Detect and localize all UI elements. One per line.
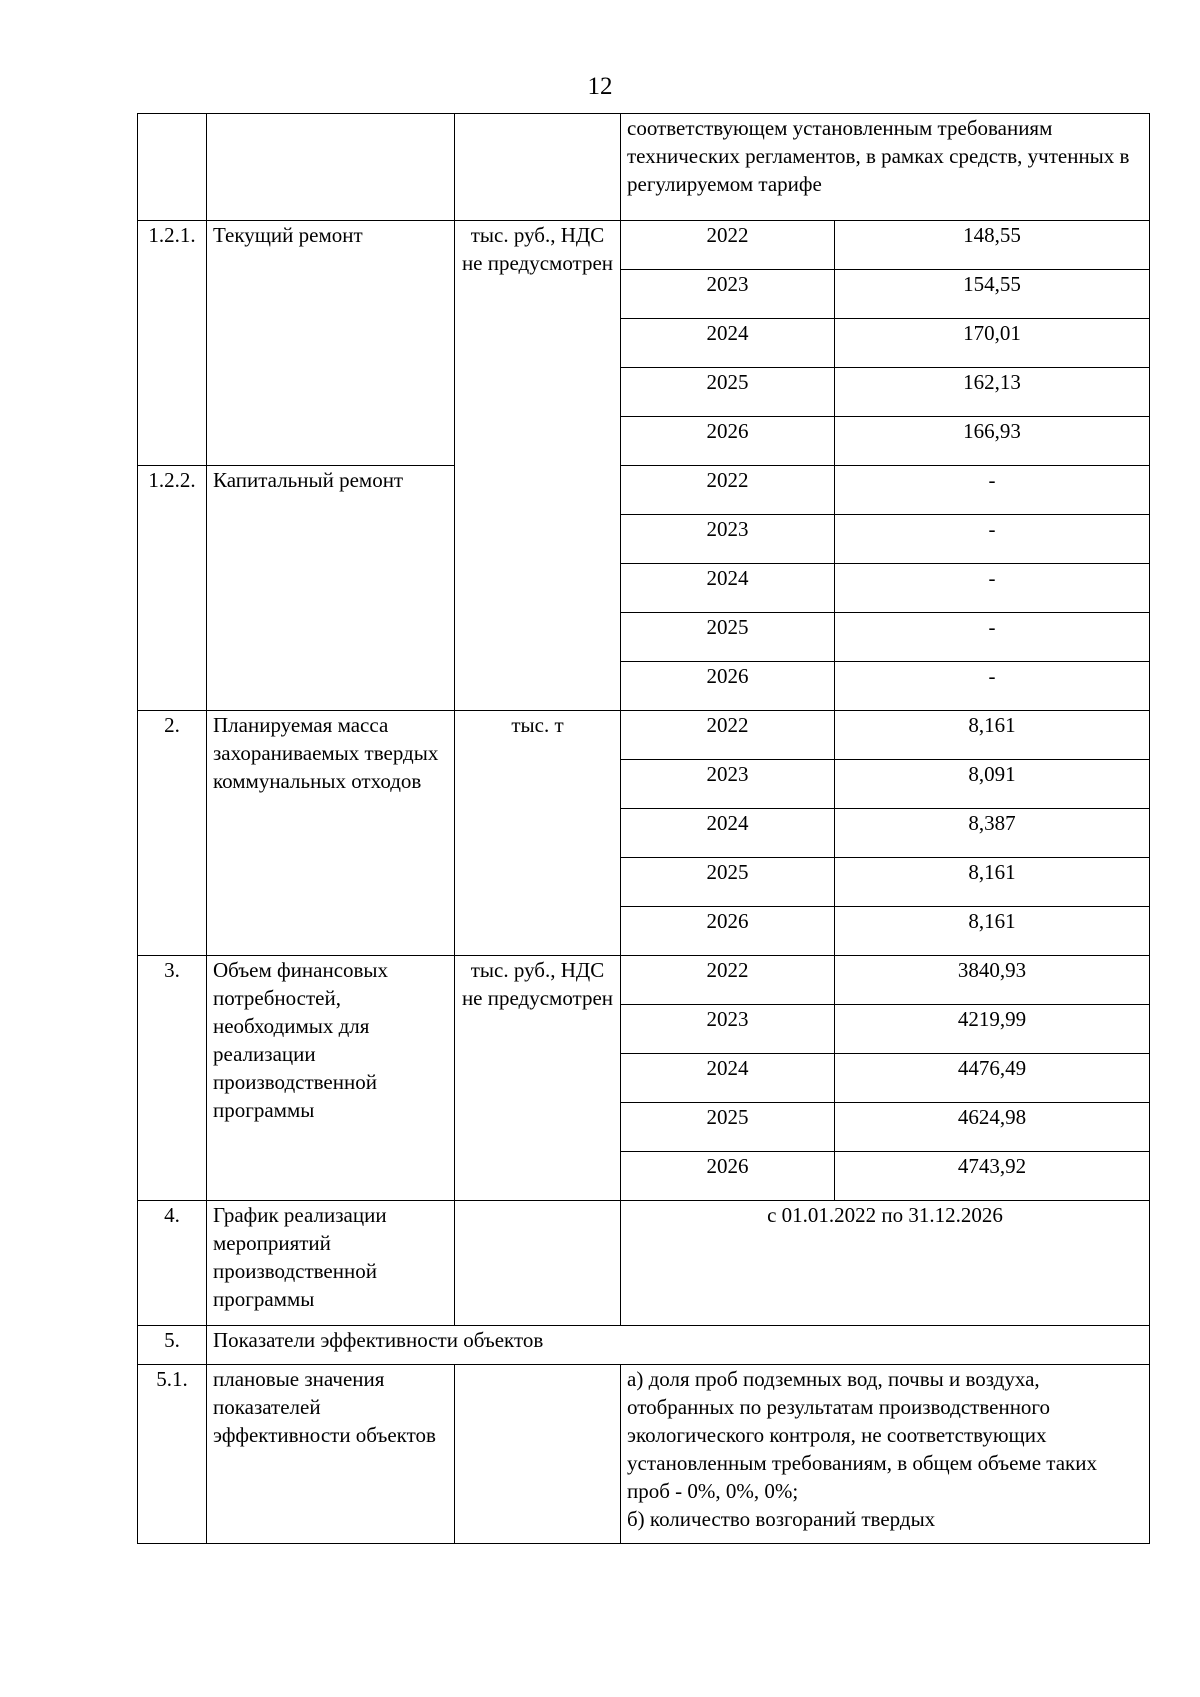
year-cell: 2025 <box>621 613 835 662</box>
value-cell: 3840,93 <box>835 956 1150 1005</box>
value-cell: - <box>835 466 1150 515</box>
value-cell: 4476,49 <box>835 1054 1150 1103</box>
year-cell: 2023 <box>621 270 835 319</box>
value-cell: 8,091 <box>835 760 1150 809</box>
cell-empty <box>455 1365 621 1544</box>
cell-empty <box>207 114 455 221</box>
table-row <box>138 1201 1150 1326</box>
indicator-b: б) количество возгораний твердых <box>627 1507 936 1531</box>
value-cell: 4624,98 <box>835 1103 1150 1152</box>
table-row <box>138 1326 1150 1365</box>
year-cell: 2022 <box>621 711 835 760</box>
row-number: 4. <box>138 1201 207 1326</box>
row-number: 1.2.2. <box>138 466 207 711</box>
value-cell: - <box>835 662 1150 711</box>
year-cell: 2022 <box>621 221 835 270</box>
year-cell: 2024 <box>621 319 835 368</box>
table-row <box>138 466 1150 515</box>
value-cell: 166,93 <box>835 417 1150 466</box>
year-cell: 2026 <box>621 417 835 466</box>
row-unit: тыс. руб., НДС не предусмотрен <box>455 221 621 711</box>
value-cell: 8,387 <box>835 809 1150 858</box>
cell-empty <box>455 114 621 221</box>
page-number: 12 <box>587 73 613 100</box>
value-cell: - <box>835 515 1150 564</box>
year-cell: 2026 <box>621 662 835 711</box>
table-row <box>138 1365 1150 1544</box>
value-cell: - <box>835 613 1150 662</box>
value-cell: 8,161 <box>835 858 1150 907</box>
row-name: Планируемая масса захораниваемых твердых коммунальных отходов <box>207 711 455 956</box>
year-cell: 2025 <box>621 858 835 907</box>
year-cell: 2024 <box>621 1054 835 1103</box>
year-cell: 2026 <box>621 907 835 956</box>
year-cell: 2023 <box>621 1005 835 1054</box>
year-cell: 2022 <box>621 956 835 1005</box>
value-cell: 162,13 <box>835 368 1150 417</box>
year-cell: 2025 <box>621 368 835 417</box>
row-name: Текущий ремонт <box>207 221 455 466</box>
year-cell: 2022 <box>621 466 835 515</box>
indicator-a: а) доля проб подземных вод, почвы и воздуха, отобранных по результатам производственного экологического контроля, не соответствующих установленным требованиям, в общем объеме таких проб - 0%, 0%, 0%; <box>627 1367 1097 1503</box>
cell-empty <box>455 1201 621 1326</box>
row-number: 2. <box>138 711 207 956</box>
row-number: 5. <box>138 1326 207 1365</box>
row-unit: тыс. руб., НДС не предусмотрен <box>455 956 621 1201</box>
value-cell: 8,161 <box>835 907 1150 956</box>
row-number: 1.2.1. <box>138 221 207 466</box>
table-row <box>138 221 1150 270</box>
year-cell: 2026 <box>621 1152 835 1201</box>
row-name: Объем финансовых потребностей, необходимых для реализации производственной программы <box>207 956 455 1201</box>
value-cell: 170,01 <box>835 319 1150 368</box>
year-cell: 2023 <box>621 515 835 564</box>
value-cell: 4219,99 <box>835 1005 1150 1054</box>
production-program-table <box>137 113 1150 1544</box>
value-cell: - <box>835 564 1150 613</box>
schedule-period: с 01.01.2022 по 31.12.2026 <box>621 1201 1150 1326</box>
cell-empty <box>138 114 207 221</box>
value-cell: 154,55 <box>835 270 1150 319</box>
indicators-cell <box>621 1365 1150 1544</box>
section-title: Показатели эффективности объектов <box>207 1326 1150 1365</box>
row-name: плановые значения показателей эффективности объектов <box>207 1365 455 1544</box>
table-row <box>138 711 1150 760</box>
value-cell: 4743,92 <box>835 1152 1150 1201</box>
year-cell: 2025 <box>621 1103 835 1152</box>
table-row <box>138 956 1150 1005</box>
value-cell: 8,161 <box>835 711 1150 760</box>
row-number: 5.1. <box>138 1365 207 1544</box>
continuation-row <box>138 114 1150 221</box>
year-cell: 2023 <box>621 760 835 809</box>
year-cell: 2024 <box>621 809 835 858</box>
row-number: 3. <box>138 956 207 1201</box>
row-name: Капитальный ремонт <box>207 466 455 711</box>
row-unit: тыс. т <box>455 711 621 956</box>
row-name: График реализации мероприятий производственной программы <box>207 1201 455 1326</box>
continuation-text: соответствующем установленным требованиям технических регламентов, в рамках средств, учтенных в регулируемом тарифе <box>621 114 1150 221</box>
year-cell: 2024 <box>621 564 835 613</box>
value-cell: 148,55 <box>835 221 1150 270</box>
